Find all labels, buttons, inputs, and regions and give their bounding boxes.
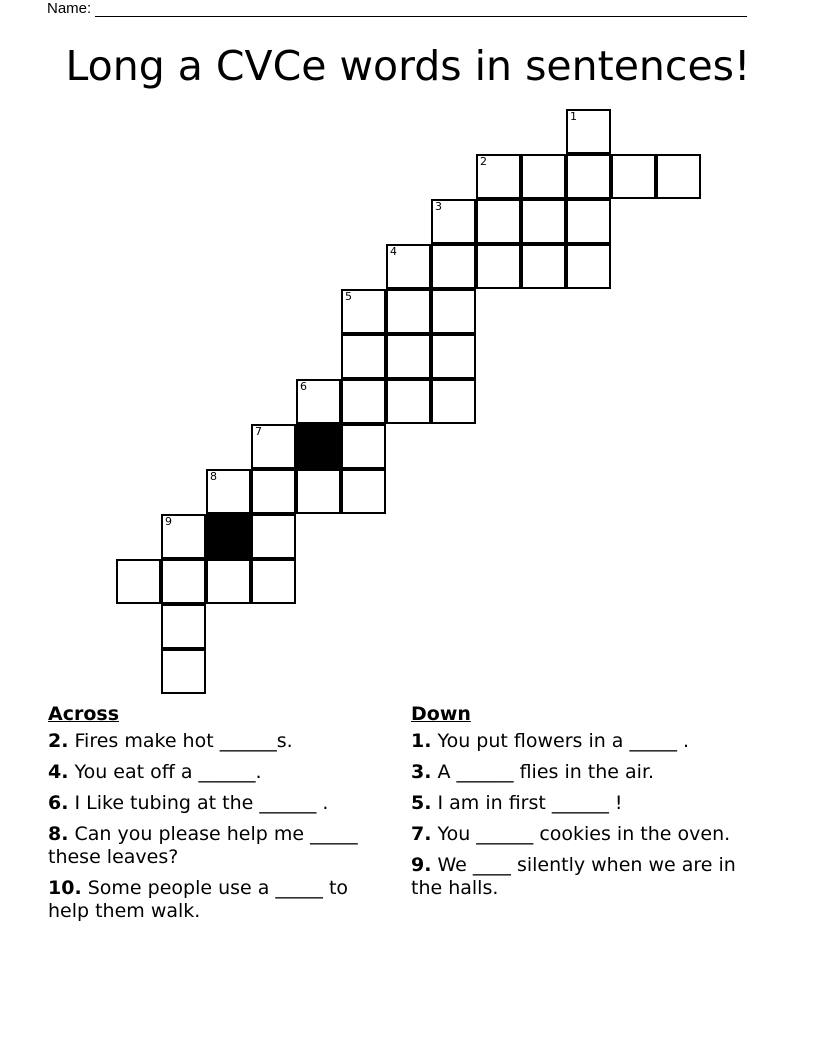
- crossword-cell[interactable]: [341, 469, 386, 514]
- clue-number-label: 4: [390, 245, 397, 258]
- down-heading: Down: [411, 703, 471, 725]
- clue-text: A ______ flies in the air.: [437, 761, 655, 783]
- clue-number-label: 1: [570, 110, 577, 123]
- name-label: Name:: [47, 0, 92, 17]
- clue-number: 10.: [48, 877, 82, 899]
- crossword-cell[interactable]: [341, 289, 386, 334]
- crossword-cell[interactable]: [521, 199, 566, 244]
- crossword-cell[interactable]: [386, 289, 431, 334]
- crossword-cell[interactable]: [386, 334, 431, 379]
- crossword-cell[interactable]: [476, 154, 521, 199]
- crossword-block-cell: [206, 514, 251, 559]
- crossword-cell[interactable]: [521, 244, 566, 289]
- clue-number: 1.: [411, 730, 432, 752]
- crossword-cell[interactable]: [476, 199, 521, 244]
- clue-across-2: [48, 730, 378, 753]
- crossword-cell[interactable]: [566, 244, 611, 289]
- crossword-cell[interactable]: [161, 604, 206, 649]
- crossword-cell[interactable]: [431, 199, 476, 244]
- crossword-cell[interactable]: [161, 514, 206, 559]
- crossword-cell[interactable]: [251, 559, 296, 604]
- clue-number-label: 3: [435, 200, 442, 213]
- clue-number-label: 6: [300, 380, 307, 393]
- crossword-cell[interactable]: [386, 379, 431, 424]
- crossword-cell[interactable]: [296, 379, 341, 424]
- crossword-cell[interactable]: [521, 154, 566, 199]
- down-clues: [411, 703, 741, 908]
- crossword-cell[interactable]: [656, 154, 701, 199]
- clue-across-8: [48, 823, 378, 869]
- clue-number: 2.: [48, 730, 69, 752]
- clue-text: I Like tubing at the ______ .: [74, 792, 329, 814]
- clue-number: 4.: [48, 761, 69, 783]
- clue-down-1: [411, 730, 741, 753]
- clue-number: 7.: [411, 823, 432, 845]
- clue-number: 9.: [411, 854, 432, 876]
- clue-number: 8.: [48, 823, 69, 845]
- crossword-cell[interactable]: [341, 424, 386, 469]
- crossword-cell[interactable]: [566, 154, 611, 199]
- crossword-cell[interactable]: [476, 244, 521, 289]
- clue-text: We ____ silently when we are in the halls.: [411, 854, 736, 899]
- crossword-cell[interactable]: [251, 469, 296, 514]
- crossword-cell[interactable]: [161, 559, 206, 604]
- crossword-cell[interactable]: [161, 649, 206, 694]
- crossword-cell[interactable]: [566, 109, 611, 154]
- crossword-cell[interactable]: [206, 469, 251, 514]
- clue-across-4: [48, 761, 378, 784]
- crossword-cell[interactable]: [386, 244, 431, 289]
- crossword-cell[interactable]: [251, 514, 296, 559]
- clue-number-label: 2: [480, 155, 487, 168]
- clue-number-label: 5: [345, 290, 352, 303]
- clue-text: Can you please help me _____ these leaves?: [48, 823, 358, 868]
- clue-number-label: 8: [210, 470, 217, 483]
- clue-text: Fires make hot ______s.: [74, 730, 293, 752]
- crossword-cell[interactable]: [251, 424, 296, 469]
- crossword-block-cell: [296, 424, 341, 469]
- crossword-cell[interactable]: [431, 379, 476, 424]
- clue-text: Some people use a _____ to help them walk.: [48, 877, 349, 922]
- clue-down-7: [411, 823, 741, 846]
- crossword-cell[interactable]: [341, 334, 386, 379]
- clue-number: 3.: [411, 761, 432, 783]
- crossword-cell[interactable]: [566, 199, 611, 244]
- crossword-cell[interactable]: [611, 154, 656, 199]
- clue-text: I am in first ______ !: [437, 792, 623, 814]
- clue-text: You ______ cookies in the oven.: [437, 823, 731, 845]
- clue-text: You eat off a ______.: [74, 761, 262, 783]
- clue-number: 6.: [48, 792, 69, 814]
- clue-number-label: 9: [165, 515, 172, 528]
- crossword-cell[interactable]: [431, 244, 476, 289]
- clue-down-3: [411, 761, 741, 784]
- crossword-cell[interactable]: [431, 334, 476, 379]
- clue-number: 5.: [411, 792, 432, 814]
- crossword-cell[interactable]: [341, 379, 386, 424]
- across-clues: [48, 703, 378, 931]
- crossword-cell[interactable]: [116, 559, 161, 604]
- clue-text: You put flowers in a _____ .: [437, 730, 690, 752]
- crossword-cell[interactable]: [206, 559, 251, 604]
- crossword-cell[interactable]: [431, 289, 476, 334]
- clue-number-label: 7: [255, 425, 262, 438]
- clue-down-9: [411, 854, 741, 900]
- clue-across-6: [48, 792, 378, 815]
- across-heading: Across: [48, 703, 120, 725]
- clue-across-10: [48, 877, 378, 923]
- clue-down-5: [411, 792, 741, 815]
- crossword-cell[interactable]: [296, 469, 341, 514]
- page-title: Long a CVCe words in sentences!: [65, 42, 751, 90]
